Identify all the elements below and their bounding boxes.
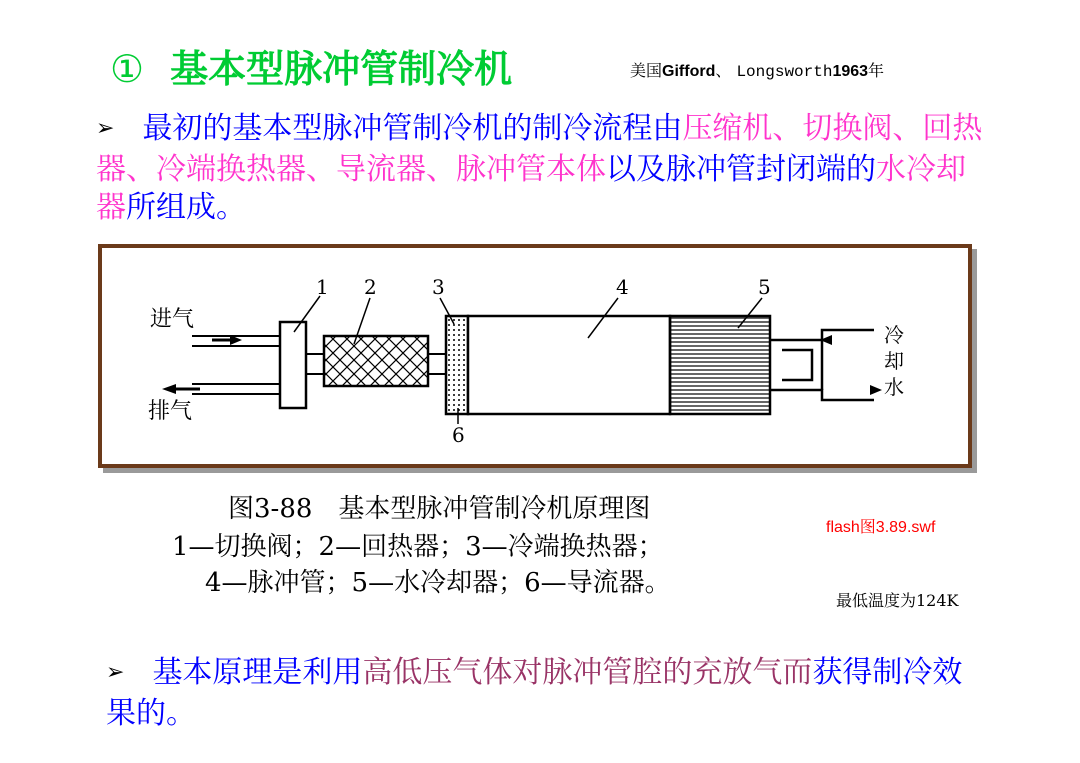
origin-separator: 、 xyxy=(715,61,737,80)
figure-caption-legend-1: 1—切换阀；2—回热器；3—冷端换热器； xyxy=(172,532,664,562)
part-label-6: 6 xyxy=(452,423,465,447)
origin-year: 1963 xyxy=(832,63,869,80)
regenerator xyxy=(324,336,428,386)
part-label-3: 3 xyxy=(432,275,445,299)
figure-caption-title: 图3-88 基本型脉冲管制冷机原理图 xyxy=(228,494,651,524)
intro-text-2: 以及脉冲管封闭端的 xyxy=(606,152,876,187)
water-label-1: 冷 xyxy=(884,323,904,347)
pulse-tube-diagram xyxy=(98,244,972,468)
water-cooler xyxy=(670,316,770,414)
outlet-label: 排气 xyxy=(148,399,193,424)
intro-components: 压缩机、切换阀、回热器、冷端换热器、导流器、脉冲管本体 xyxy=(96,111,983,187)
part-label-2: 2 xyxy=(364,275,377,299)
diagram-drawing xyxy=(102,248,968,464)
title-text: 基本型脉冲管制冷机 xyxy=(170,47,513,91)
slide-title xyxy=(110,38,512,93)
origin-year-suffix: 年 xyxy=(868,61,885,80)
inlet-label: 进气 xyxy=(150,307,195,332)
cold-end-heat-exchanger xyxy=(446,316,468,414)
intro-text-3: 所组成。 xyxy=(126,190,246,225)
figure-caption-legend-2: 4—脉冲管；5—水冷却器；6—导流器。 xyxy=(205,568,671,598)
water-label-2: 却 xyxy=(884,349,904,373)
outlet-arrow-icon xyxy=(162,384,176,394)
part-label-4: 4 xyxy=(616,275,629,299)
title-number: ① xyxy=(110,47,145,91)
flash-link[interactable]: flash图3.89.swf xyxy=(826,519,936,536)
principle-text-1: 基本原理是利用 xyxy=(152,655,363,690)
min-temperature-note: 最低温度为124K xyxy=(836,591,959,610)
switching-valve xyxy=(280,322,306,408)
origin-country: 美国 xyxy=(630,61,663,80)
gas-lines xyxy=(178,336,280,394)
part-label-5: 5 xyxy=(758,275,771,299)
principle-text-2: 获得制冷效果的。 xyxy=(106,655,963,731)
principle-highlight: 高低压气体对脉冲管腔的充放气而 xyxy=(362,655,813,690)
origin-name-longsworth: Longsworth xyxy=(736,63,833,81)
part-label-1: 1 xyxy=(316,275,329,299)
bullet-arrow-icon: ➢ xyxy=(106,660,125,685)
intro-water-cooler: 水冷却器 xyxy=(96,152,966,225)
origin-name-gifford: Gifford xyxy=(662,63,716,80)
intro-paragraph xyxy=(96,110,986,227)
water-label-3: 水 xyxy=(884,375,904,399)
pulse-tube xyxy=(468,316,670,414)
origin-note xyxy=(630,58,884,81)
principle-paragraph xyxy=(106,654,986,733)
bullet-arrow-icon: ➢ xyxy=(96,116,115,141)
intro-text-1: 最初的基本型脉冲管制冷机的制冷流程由 xyxy=(142,111,683,146)
